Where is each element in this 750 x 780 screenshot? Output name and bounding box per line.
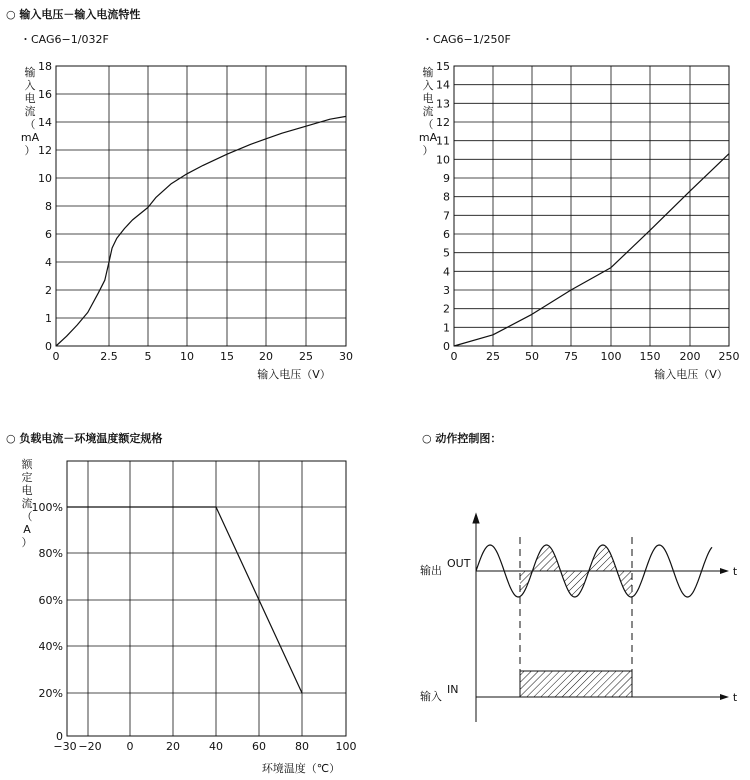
timing-in-t-label: t xyxy=(732,691,738,704)
timing-out-t-arrow xyxy=(720,568,729,574)
chart3-x-tick-label: −20 xyxy=(78,740,102,753)
chart2-y-axis-label: 入 xyxy=(422,79,434,92)
chart3-y-axis-label: 额 xyxy=(21,458,33,471)
chart3-x-tick-label: 100 xyxy=(335,740,357,753)
chart3-y-axis-label: （ xyxy=(21,510,33,523)
chart3-y-tick-label: 60% xyxy=(38,594,63,607)
chart1-y-tick-label: 1 xyxy=(45,312,52,325)
section-title-input-characteristics: ○ 输入电压－输入电流特性 xyxy=(6,8,141,21)
chart3-x-tick-label: 80 xyxy=(295,740,309,753)
chart2-y-tick-label: 9 xyxy=(443,172,450,185)
chart1-x-tick-label: 30 xyxy=(339,350,353,363)
chart2-frame xyxy=(454,66,729,346)
chart2-y-tick-label: 11 xyxy=(436,134,450,148)
chart2-y-tick-label: 12 xyxy=(436,116,450,129)
chart2-y-tick-label: 5 xyxy=(443,246,450,260)
chart2-x-tick-label: 150 xyxy=(639,350,661,363)
chart3-x-tick-label: 0 xyxy=(126,740,134,753)
chart2-y-tick-label: 6 xyxy=(443,228,450,241)
chart1-x-axis-label: 输入电压（V） xyxy=(257,368,331,381)
chart1-x-tick-label: 10 xyxy=(180,350,194,363)
chart1-y-tick-label: 0 xyxy=(45,340,52,353)
chart1-y-axis-label: （ xyxy=(24,118,36,131)
timing-y-axis-arrow xyxy=(473,514,479,523)
chart1-x-tick-label: 25 xyxy=(299,350,313,363)
chart2-y-tick-label: 7 xyxy=(443,209,450,223)
chart3-x-tick-label: −30 xyxy=(53,740,77,753)
chart1-y-tick-label: 4 xyxy=(45,256,52,269)
chart3-x-axis-label: 环境温度（℃） xyxy=(261,762,341,775)
chart2-y-axis-label: 电 xyxy=(422,92,434,105)
chart2-y-axis-label: mA xyxy=(418,131,438,144)
chart3-x-tick-label: 20 xyxy=(166,740,180,753)
section-title-load-rating: ○ 负载电流－环境温度额定规格 xyxy=(6,432,163,445)
chart2-y-tick-label: 4 xyxy=(443,265,450,279)
chart2-y-tick-label: 10 xyxy=(436,153,450,167)
chart2-y-tick-label: 1 xyxy=(443,321,450,335)
chart1-y-tick-label: 12 xyxy=(38,144,52,157)
chart2-y-axis-label: ） xyxy=(422,144,434,157)
chart2-y-axis-label: 流 xyxy=(422,105,434,118)
chart1-y-tick-label: 10 xyxy=(38,172,52,185)
chart1-y-tick-label: 16 xyxy=(38,88,52,101)
chart1-x-tick-label: 2.5 xyxy=(100,350,118,363)
chart2-y-axis-label: （ xyxy=(422,118,434,131)
timing-in-t-arrow xyxy=(720,694,729,700)
chart2-y-tick-label: 13 xyxy=(436,97,450,111)
timing-out-t-label: t xyxy=(732,565,738,578)
chart1-y-axis-label: 输 xyxy=(24,66,36,79)
chart2-y-tick-label: 0 xyxy=(443,340,450,353)
chart1-x-tick-label: 15 xyxy=(220,350,234,363)
chart1-x-tick-label: 0 xyxy=(52,350,60,363)
chart3-y-axis-label: 定 xyxy=(21,471,33,484)
chart2-y-axis-label: 输 xyxy=(422,66,434,79)
chart1-y-axis-label: 电 xyxy=(24,92,36,105)
chart3-y-axis-label: 流 xyxy=(21,497,33,510)
chart3-y-tick-label: 20% xyxy=(38,687,63,700)
chart1-y-tick-label: 18 xyxy=(38,60,52,73)
chart3-frame xyxy=(67,461,346,736)
chart3-x-tick-label: 40 xyxy=(209,740,223,753)
chart1-y-tick-label: 6 xyxy=(45,228,52,241)
timing-in-label: IN xyxy=(447,683,459,696)
chart2-x-axis-label: 输入电压（V） xyxy=(654,368,728,381)
chart1-x-tick-label: 20 xyxy=(259,350,273,363)
chart2-x-tick-label: 75 xyxy=(564,350,578,363)
chart3-y-tick-label: 100% xyxy=(31,501,63,514)
chart2-x-tick-label: 0 xyxy=(450,350,458,363)
chart2-y-tick-label: 3 xyxy=(443,284,450,297)
chart2-x-tick-label: 50 xyxy=(525,350,539,363)
timing-out-axis-label: 输出 xyxy=(420,564,442,577)
chart3-x-tick-label: 60 xyxy=(252,740,266,753)
chart1-data-line xyxy=(56,116,346,346)
chart2-x-tick-label: 200 xyxy=(679,350,701,363)
chart2-x-tick-label: 100 xyxy=(600,350,622,363)
timing-out-label: OUT xyxy=(447,557,471,570)
chart2-x-tick-label: 250 xyxy=(718,350,740,363)
chart2-y-tick-label: 14 xyxy=(436,78,450,92)
timing-in-axis-label: 输入 xyxy=(420,690,442,703)
chart3-y-axis-label: ） xyxy=(21,536,33,549)
chart1-x-tick-label: 5 xyxy=(144,350,152,363)
chart2-y-tick-label: 2 xyxy=(443,302,450,316)
chart3-y-tick-label: 80% xyxy=(38,547,63,560)
chart1-y-axis-label: 流 xyxy=(24,105,36,118)
chart1-y-tick-label: 14 xyxy=(38,116,52,129)
chart1-y-tick-label: 8 xyxy=(45,200,52,213)
chart1-title: ・CAG6−1/032F xyxy=(20,33,109,46)
chart3-y-tick-label: 40% xyxy=(38,640,63,653)
chart3-y-axis-label: A xyxy=(23,523,31,536)
chart2-y-tick-label: 8 xyxy=(443,190,450,204)
chart2-x-tick-label: 25 xyxy=(486,350,500,363)
section-title-timing: ○ 动作控制图： xyxy=(422,432,502,445)
chart2-y-tick-label: 15 xyxy=(436,60,450,73)
chart1-y-axis-label: mA xyxy=(20,131,40,144)
chart2-data-line xyxy=(454,154,729,346)
chart1-y-axis-label: 入 xyxy=(24,79,36,92)
chart3-y-tick-label: 0 xyxy=(56,730,63,743)
timing-in-pulse xyxy=(520,671,632,697)
chart1-y-tick-label: 2 xyxy=(45,284,52,297)
timing-out-conduction-hatch xyxy=(520,545,632,597)
chart1-y-axis-label: ） xyxy=(24,144,36,157)
chart3-y-axis-label: 电 xyxy=(21,484,33,497)
chart2-title: ・CAG6−1/250F xyxy=(422,33,511,46)
